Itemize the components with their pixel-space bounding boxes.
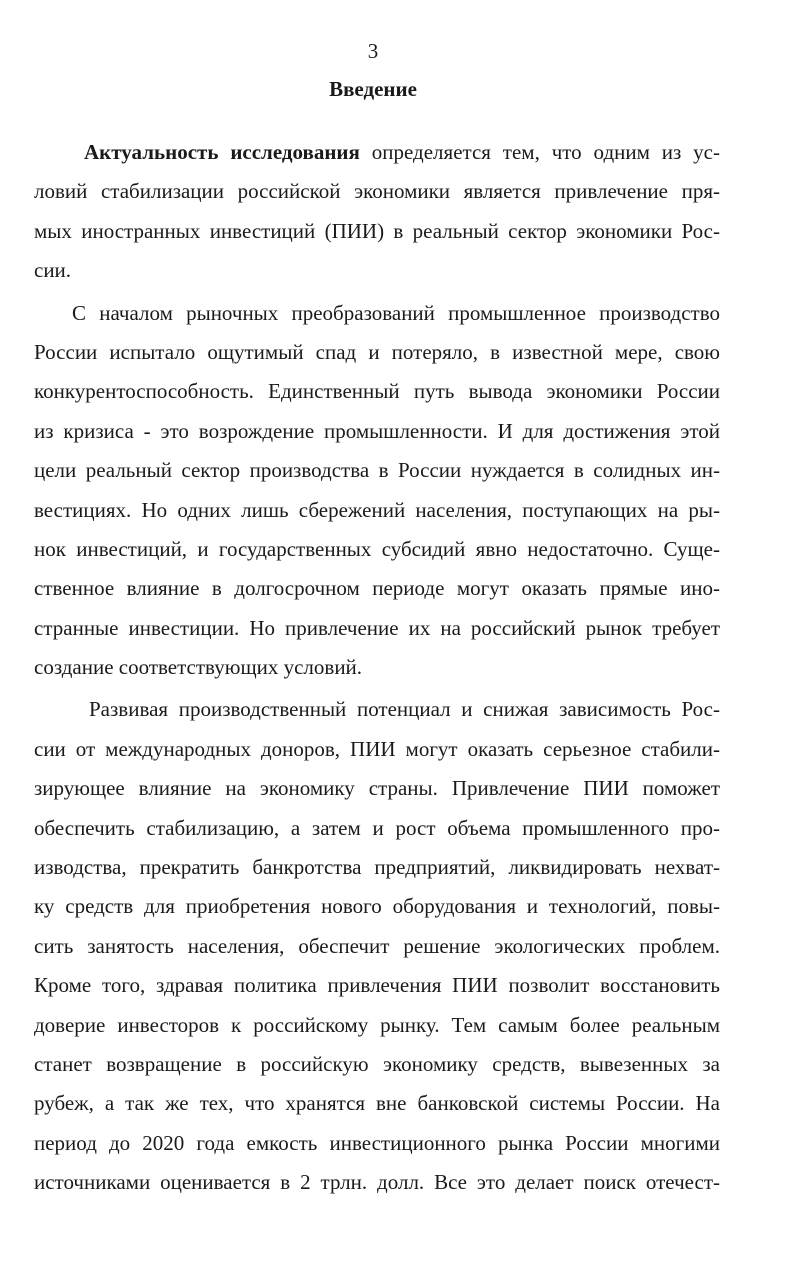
paragraph-line: странные инвестиции. Но привлечение их на российский рынок требует [34, 615, 720, 640]
paragraph-line: конкурентоспособность. Единственный путь вывода экономики России [34, 379, 720, 404]
paragraph-line: изводства, прекратить банкротства предприятий, ликвидировать нехват- [34, 855, 720, 880]
paragraph-line [34, 133, 720, 172]
paragraph-line: зирующее влияние на экономику страны. Привлечение ПИИ поможет [34, 776, 720, 801]
paragraph-line: доверие инвесторов к российскому рынку. Тем самым более реальным [34, 1012, 720, 1037]
paragraph-line: ственное влияние в долгосрочном периоде могут оказать прямые ино- [34, 576, 720, 601]
line-text: определяется тем, что одним из ус- [359, 140, 720, 164]
paragraph-market-transformations [34, 294, 720, 688]
page-number: 3 [367, 39, 379, 63]
paragraph-line: станет возвращение в российскую экономику средств, вывезенных за [34, 1051, 720, 1076]
paragraph-line: цели реальный сектор производства в России нуждается в солидных ин- [34, 458, 720, 483]
paragraph-fdi-impact [34, 690, 720, 1202]
paragraph-relevance [34, 133, 720, 291]
paragraph-line: России испытало ощутимый спад и потеряло, в известной мере, свою [34, 339, 720, 364]
paragraph-line: нок инвестиций, и государственных субсидий явно недостаточно. Суще- [34, 536, 720, 561]
paragraph-line: Кроме того, здравая политика привлечения ПИИ позволит восстановить [34, 973, 720, 998]
paragraph-line: мых иностранных инвестиций (ПИИ) в реальный сектор экономики Рос- [34, 218, 720, 243]
body-text [34, 133, 720, 1203]
bold-lead-text: Актуальность исследования [84, 140, 360, 164]
paragraph-line: создание соответствующих условий. [34, 655, 363, 680]
paragraph-line: Развивая производственный потенциал и снижая зависимость Рос- [89, 697, 720, 722]
paragraph-line: обеспечить стабилизацию, а затем и рост объема промышленного про- [34, 815, 720, 840]
paragraph-line: ловий стабилизации российской экономики является привлечение пря- [34, 179, 720, 204]
paragraph-line: сить занятость населения, обеспечит решение экологических проблем. [34, 933, 720, 958]
paragraph-line: сии от международных доноров, ПИИ могут оказать серьезное стабили- [34, 736, 720, 761]
paragraph-line: сии. [34, 258, 72, 283]
paragraph-line: источниками оценивается в 2 трлн. долл. Все это делает поиск отечест- [34, 1170, 720, 1195]
paragraph-line: из кризиса - это возрождение промышленности. И для достижения этой [34, 418, 720, 443]
section-heading: Введение [329, 77, 417, 101]
paragraph-line: период до 2020 года емкость инвестиционного рынка России многими [34, 1130, 720, 1155]
paragraph-line: вестициях. Но одних лишь сбережений населения, поступающих на ры- [34, 497, 720, 522]
paragraph-line: рубеж, а так же тех, что хранятся вне банковской системы России. На [34, 1091, 720, 1116]
paragraph-line: ку средств для приобретения нового оборудования и технологий, повы- [34, 894, 720, 919]
paragraph-line: С началом рыночных преобразований промышленное производство [72, 300, 720, 325]
